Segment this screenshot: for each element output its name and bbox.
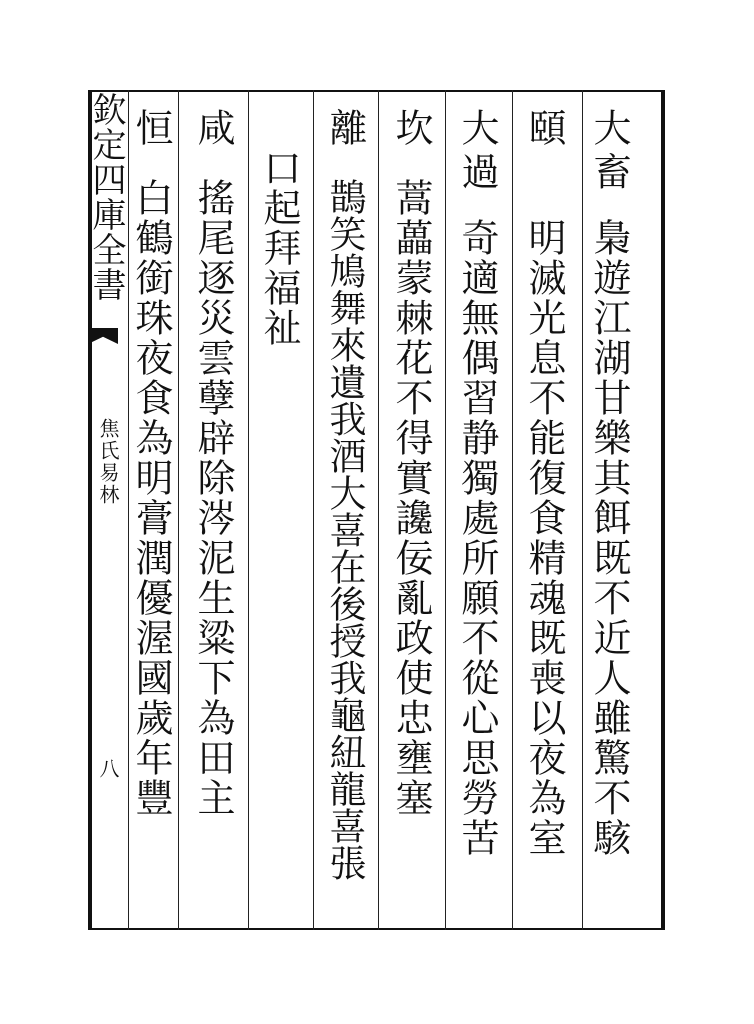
verse-text: 明滅光息不能復食精魂既喪以夜為室 <box>522 218 566 858</box>
hexagram-heading: 大過 <box>455 108 499 196</box>
hexagram-heading: 咸 <box>191 108 235 152</box>
page-number: 八 <box>96 758 120 778</box>
verse-text: 白鶴銜珠夜食為明膏潤優渥國歲年豐 <box>129 178 173 818</box>
verse-continuation: 口起拜福祉 <box>257 148 301 348</box>
column-divider <box>313 90 314 930</box>
verse-text: 蒿藟蒙棘花不得實讒佞亂政使忠壅塞 <box>389 178 433 818</box>
column-divider <box>248 90 249 930</box>
verse-text: 梟遊江湖甘樂其餌既不近人雖驚不駭 <box>587 218 631 858</box>
verse-text: 奇適無偶習静獨處所願不從心思勞苦 <box>455 218 499 858</box>
column-divider <box>178 90 179 930</box>
hexagram-heading: 坎 <box>389 108 433 152</box>
column-divider <box>378 90 379 930</box>
hexagram-heading: 頤 <box>522 108 566 152</box>
column-divider <box>445 90 446 930</box>
hexagram-heading: 大畜 <box>587 108 631 196</box>
hexagram-heading: 恒 <box>129 108 173 152</box>
column-divider <box>582 90 583 930</box>
column-divider <box>512 90 513 930</box>
verse-text: 搖尾逐災雲孽辟除涔泥生粱下為田主 <box>191 178 235 818</box>
hexagram-heading: 離 <box>323 108 367 152</box>
page-frame <box>88 90 665 930</box>
verse-text: 鵲笑鳩舞來遺我酒大喜在後授我龜紐龍喜張 <box>323 178 366 881</box>
collection-title: 欽定四庫全書 <box>86 92 126 302</box>
book-title: 焦氏易林 <box>96 418 120 506</box>
